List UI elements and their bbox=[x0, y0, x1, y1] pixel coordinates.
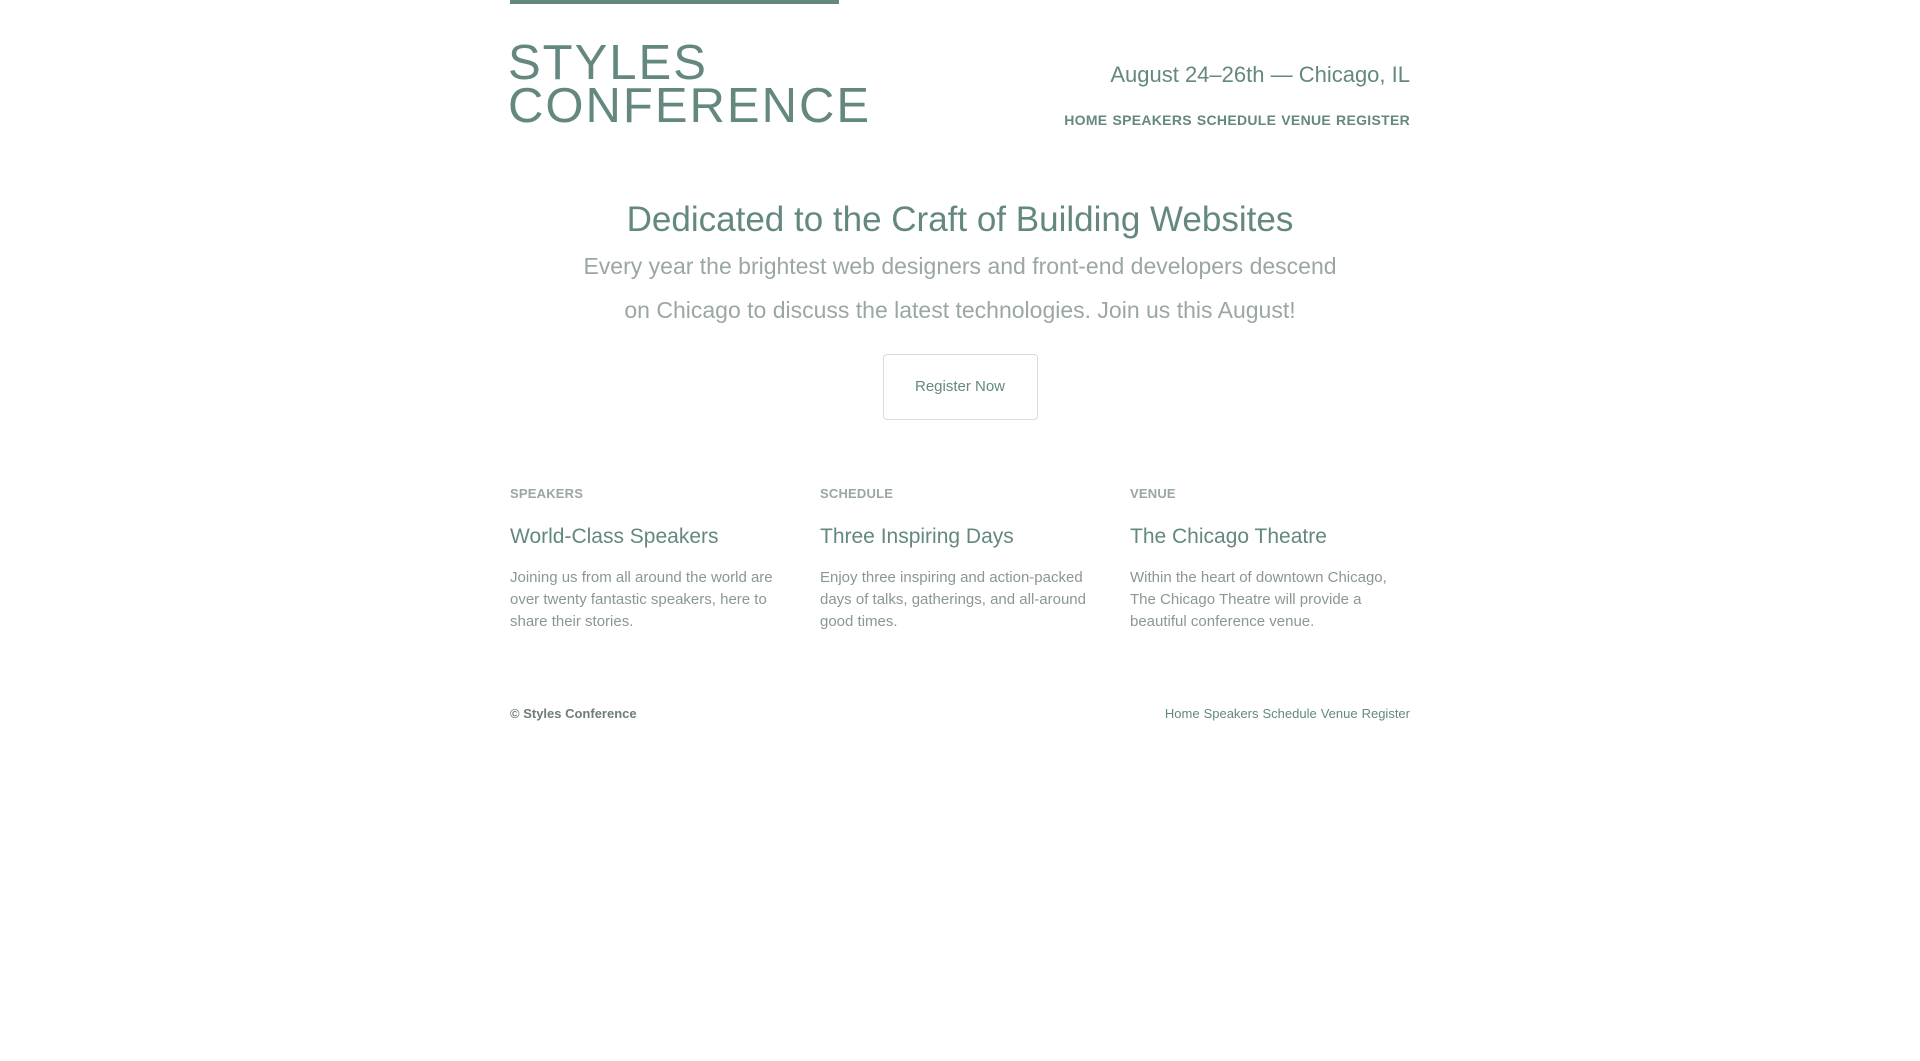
feature-label: VENUE bbox=[1130, 486, 1176, 501]
nav-home[interactable]: HOME bbox=[1064, 112, 1108, 128]
footer-nav-speakers[interactable]: Speakers bbox=[1203, 706, 1259, 721]
footer-nav-register[interactable]: Register bbox=[1361, 706, 1410, 721]
register-now-button[interactable]: Register Now bbox=[883, 354, 1038, 420]
event-dates-location: August 24–26th — Chicago, IL bbox=[1110, 62, 1410, 87]
footer-nav-schedule[interactable]: Schedule bbox=[1262, 706, 1317, 721]
nav-speakers[interactable]: SPEAKERS bbox=[1112, 112, 1192, 128]
feature-speakers bbox=[510, 486, 790, 633]
feature-title-link[interactable]: World-Class Speakers bbox=[510, 525, 719, 548]
footer-nav bbox=[1165, 706, 1410, 721]
footer-nav-venue[interactable]: Venue bbox=[1320, 706, 1358, 721]
hero-section bbox=[510, 198, 1410, 420]
feature-columns bbox=[510, 486, 1410, 633]
nav-register[interactable]: REGISTER bbox=[1336, 112, 1410, 128]
nav-schedule[interactable]: SCHEDULE bbox=[1196, 112, 1277, 128]
accent-bar bbox=[510, 0, 839, 4]
hero-title: Dedicated to the Craft of Building Websites bbox=[626, 200, 1294, 239]
feature-text: Joining us from all around the world are over twenty fantastic speakers, here to share their stories. bbox=[510, 569, 773, 630]
feature-text: Within the heart of downtown Chicago, The Chicago Theatre will provide a beautiful conference venue. bbox=[1130, 569, 1387, 630]
copyright: © Styles Conference bbox=[510, 706, 637, 721]
feature-title-link[interactable]: The Chicago Theatre bbox=[1130, 525, 1327, 548]
hero-text: Every year the brightest web designers and front-end developers descend on Chicago to discuss the latest technologies. Join us this August! bbox=[583, 253, 1337, 323]
feature-label: SPEAKERS bbox=[510, 486, 584, 501]
site-logo[interactable] bbox=[508, 36, 872, 133]
feature-venue bbox=[1130, 486, 1410, 633]
feature-label: SCHEDULE bbox=[820, 486, 894, 501]
footer-nav-home[interactable]: Home bbox=[1164, 706, 1200, 721]
feature-text: Enjoy three inspiring and action-packed days of talks, gatherings, and all-around good times. bbox=[820, 569, 1086, 630]
feature-schedule bbox=[820, 486, 1100, 633]
logo-line-1: STYLES bbox=[508, 36, 708, 90]
logo-line-2: CONFERENCE bbox=[508, 79, 872, 133]
main-nav bbox=[1064, 112, 1410, 128]
nav-venue[interactable]: VENUE bbox=[1281, 112, 1332, 128]
feature-title-link[interactable]: Three Inspiring Days bbox=[820, 525, 1014, 548]
